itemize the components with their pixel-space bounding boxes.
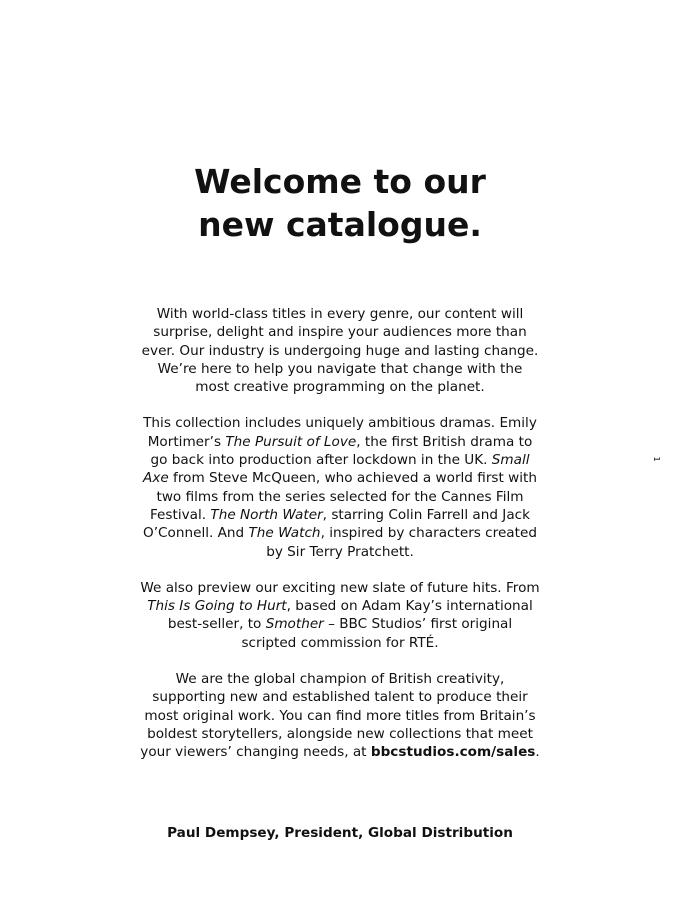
hits-text-2: , based on Adam Kay’s international best-seller, to: [167, 598, 533, 633]
paragraph-dramas: [140, 414, 540, 560]
signature: Paul Dempsey, President, Global Distribution: [167, 825, 513, 841]
champion-text-1: We are the global champion of British creativity, supporting new and established talent to produce their most original work. You can find more titles from Britain’s boldest storytellers, alongside new collections that meet your viewers’ changing needs, at: [140, 671, 536, 761]
hits-text-3: – BBC Studios’ first original scripted commission for RTÉ.: [241, 616, 513, 651]
dramas-text-4: , starring Colin Farrell and Jack O’Connell. And: [143, 506, 530, 542]
dramas-text-3: from Steve McQueen, who achieved a world first with two films from the series selected for the Cannes Film Festival.: [149, 470, 537, 523]
title-the-watch: The Watch: [248, 525, 321, 542]
paragraph-future-hits: [140, 579, 540, 652]
title-north-water: The North Water: [210, 506, 323, 523]
page-number: 1: [652, 456, 661, 462]
welcome-letter-body: [140, 305, 540, 762]
dramas-text-2: , the first British drama to go back into production after lockdown in the UK.: [150, 433, 533, 469]
page-title-line-1: Welcome to our: [194, 162, 486, 201]
page-title: [0, 160, 680, 246]
sales-website-link[interactable]: bbcstudios.com/sales: [370, 744, 536, 761]
champion-text-2: .: [535, 744, 540, 761]
title-small-axe: Small Axe: [143, 452, 530, 487]
title-this-is-going-to-hurt: This Is Going to Hurt: [147, 598, 287, 615]
hits-text-1: We also preview our exciting new slate of future hits. From: [140, 579, 540, 596]
title-pursuit-of-love: The Pursuit of Love: [225, 433, 357, 450]
page-title-line-2: new catalogue.: [198, 205, 482, 244]
paragraph-intro: With world-class titles in every genre, our content will surprise, delight and inspire your audiences more than ever. Our industry is undergoing huge and lasting change. We’re here to help you navigate that change with the most creative programming on the planet.: [141, 306, 539, 396]
paragraph-champion: [140, 670, 540, 761]
dramas-text-5: , inspired by characters created by Sir Terry Pratchett.: [266, 525, 537, 560]
dramas-text-1: This collection includes uniquely ambitious dramas. Emily Mortimer’s: [143, 415, 537, 450]
title-smother: Smother: [265, 616, 324, 633]
